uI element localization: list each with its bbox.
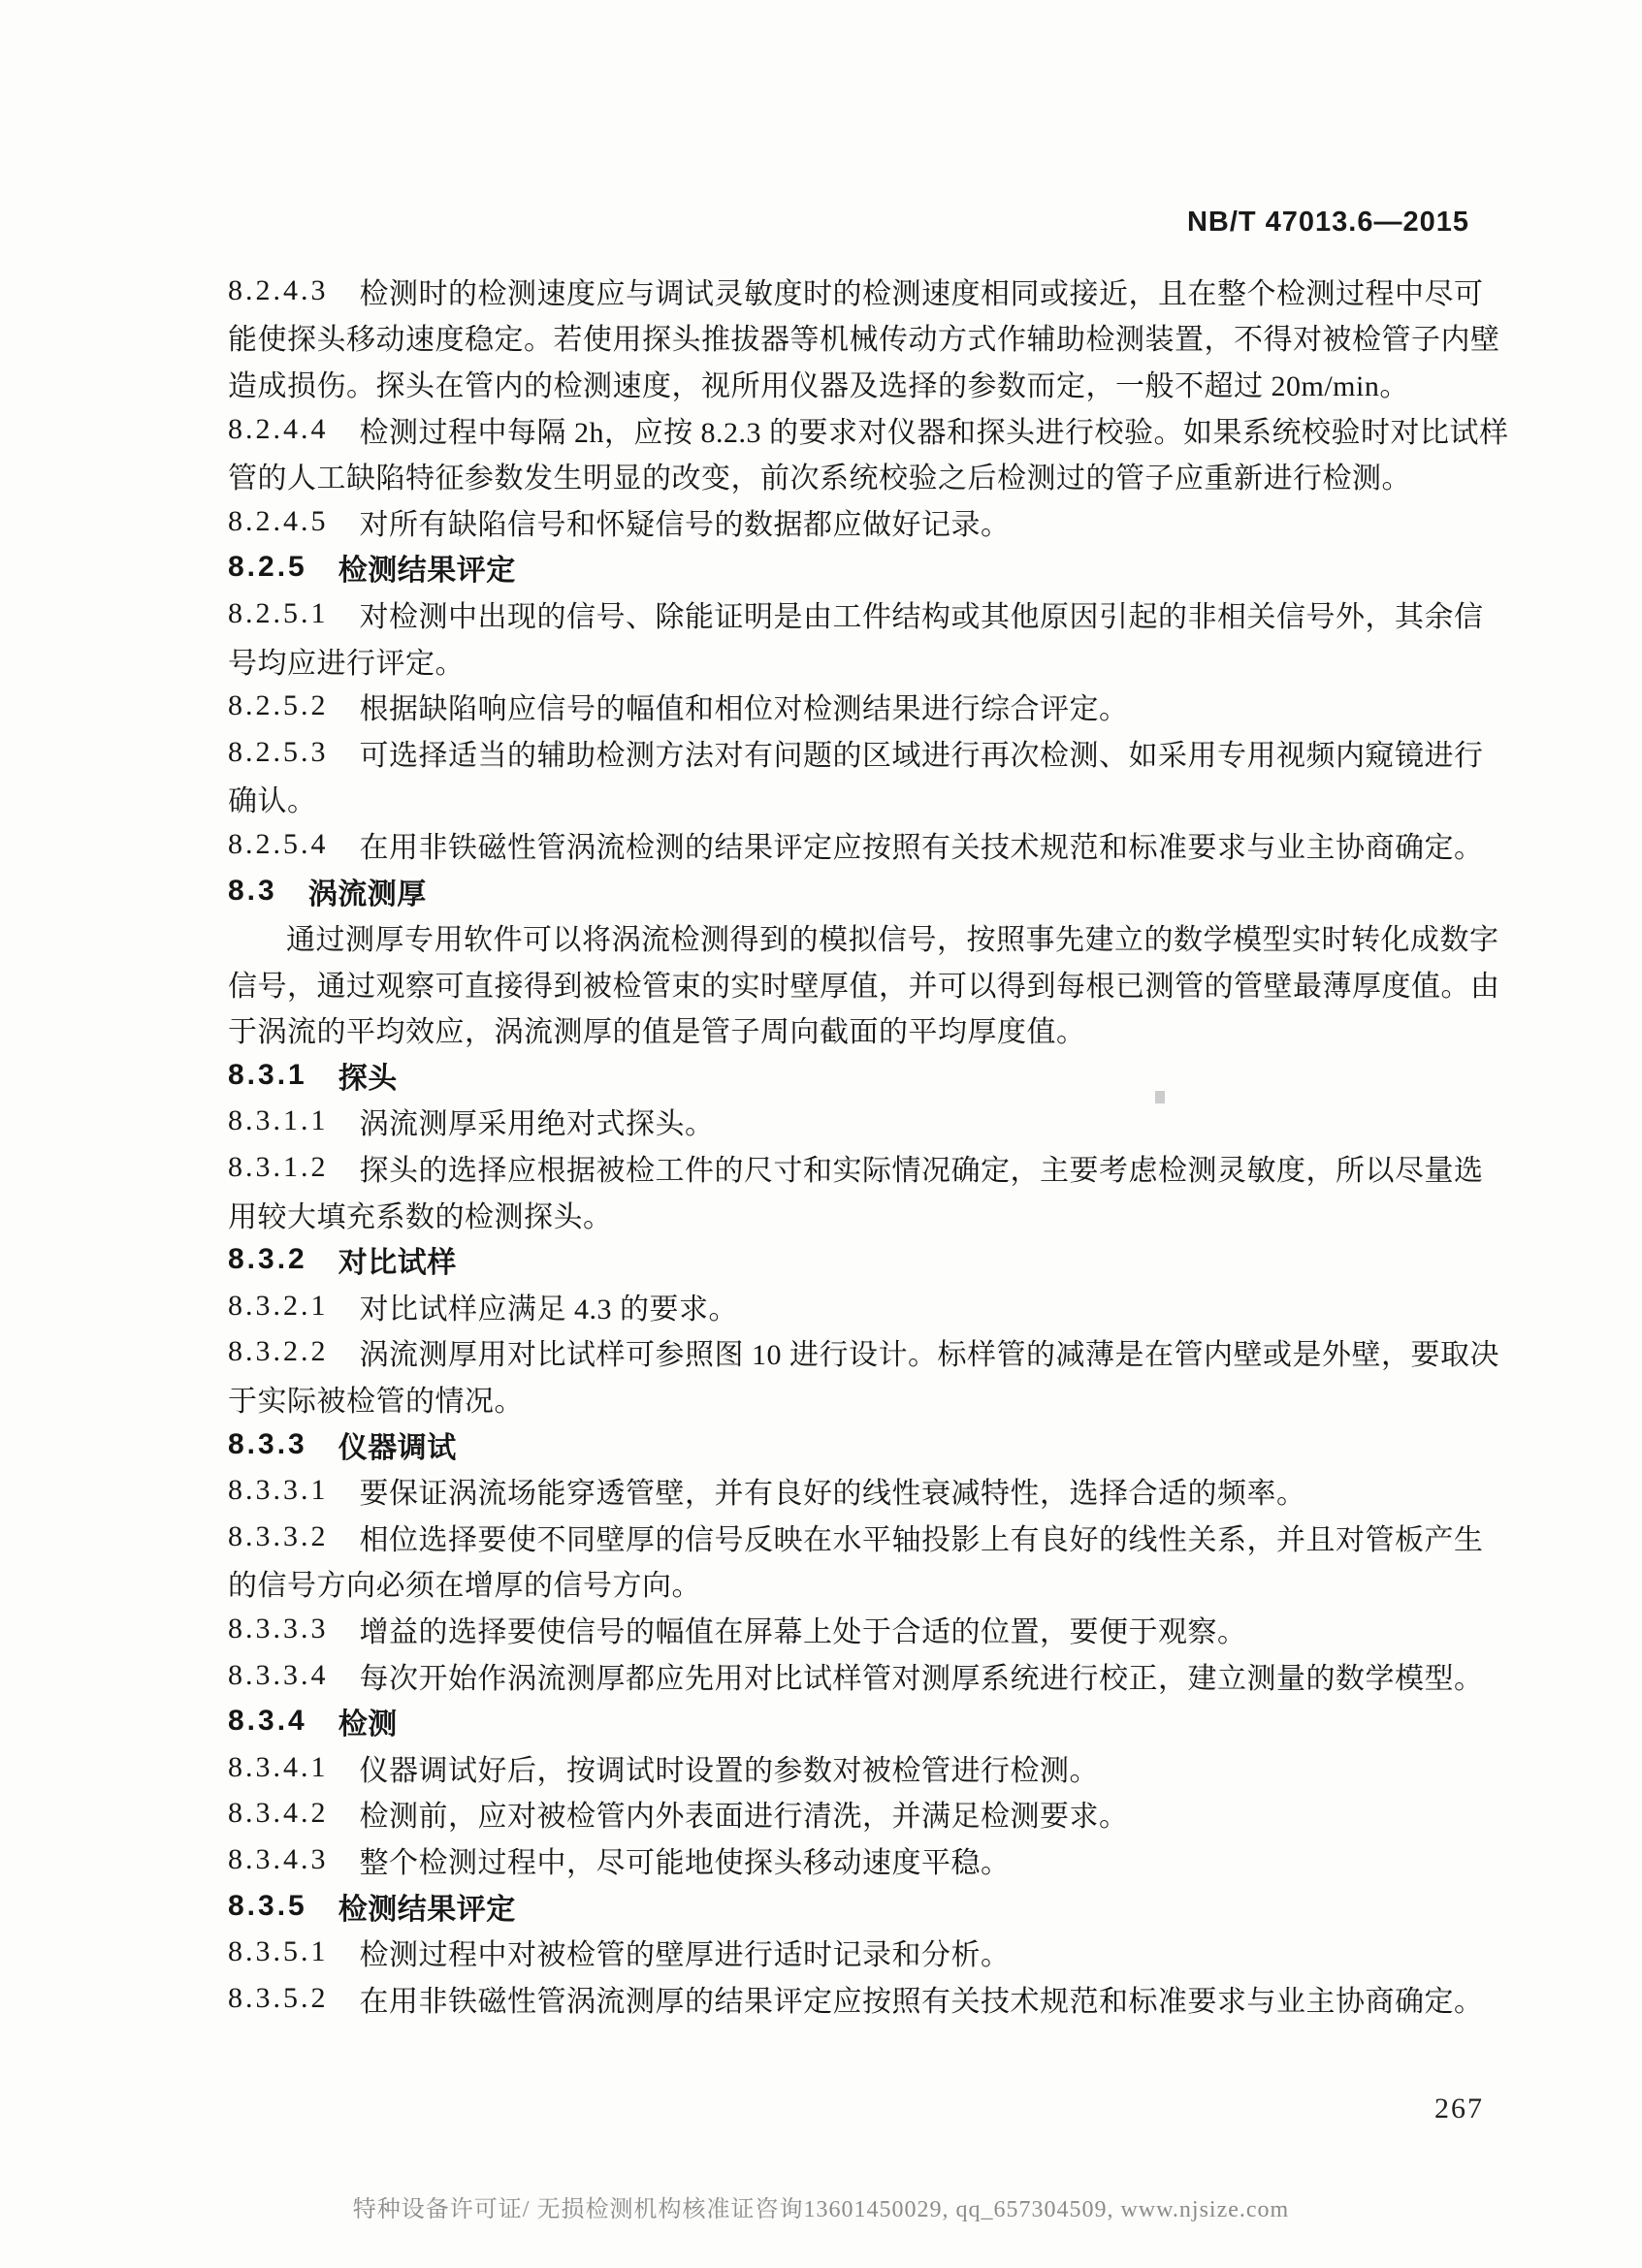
- line-text: 涡流测厚用对比试样可参照图 10 进行设计。标样管的减薄是在管内壁或是外壁，要取决: [359, 1339, 1499, 1372]
- line-text: 检测过程中每隔 2h，应按 8.2.3 的要求对仪器和探头进行校验。如果系统校验时对比试样: [359, 416, 1509, 449]
- text-line: [228, 1099, 1518, 1145]
- line-text: 在用非铁磁性管涡流测厚的结果评定应按照有关技术规范和标准要求与业主协商确定。: [359, 1985, 1484, 2018]
- line-text: 对所有缺陷信号和怀疑信号的数据都应做好记录。: [359, 508, 1011, 541]
- clause-number: 8.3.2.1: [228, 1289, 329, 1322]
- text-line: [228, 1375, 1518, 1421]
- clause-heading-line: [228, 1698, 1518, 1744]
- line-text: 涡流测厚: [307, 878, 427, 910]
- line-text: 对比试样应满足 4.3 的要求。: [359, 1293, 738, 1326]
- text-line: [228, 406, 1518, 453]
- text-line: [228, 1329, 1518, 1376]
- scan-artifact: [1155, 1091, 1165, 1103]
- clause-heading-line: [228, 1421, 1518, 1468]
- clause-number: 8.2.4.4: [228, 412, 329, 445]
- clause-number: 8.2.5.2: [228, 689, 329, 722]
- line-text: 根据缺陷响应信号的幅值和相位对检测结果进行综合评定。: [359, 693, 1129, 726]
- clause-number: 8.3.4.1: [228, 1750, 329, 1783]
- line-text: 的信号方向必须在增厚的信号方向。: [228, 1570, 701, 1603]
- clause-number: 8.3: [228, 874, 277, 907]
- clause-number: 8.3.5.2: [228, 1981, 329, 2014]
- clause-heading-line: [228, 545, 1518, 591]
- line-text: 检测: [338, 1709, 398, 1741]
- line-text: 仪器调试: [338, 1431, 457, 1464]
- line-text: 用较大填充系数的检测探头。: [228, 1200, 613, 1233]
- clause-heading-line: [228, 1052, 1518, 1099]
- text-line: [228, 683, 1518, 729]
- text-line: [228, 314, 1518, 361]
- line-text: 相位选择要使不同壁厚的信号反映在水平轴投影上有良好的线性关系，并且对管板产生: [359, 1523, 1484, 1556]
- clause-heading-line: [228, 1236, 1518, 1283]
- text-line: [228, 1191, 1518, 1237]
- clause-number: 8.3.5: [228, 1889, 307, 1922]
- watermark-text: 特种设备许可证/ 无损检测机构核准证咨询13601450029, qq_657304509, www.njsize.com: [352, 2197, 1290, 2222]
- text-line: [228, 1929, 1518, 1975]
- line-text: 要保证涡流场能穿透管壁，并有良好的线性衰减特性，选择合适的频率。: [359, 1478, 1306, 1511]
- text-line: [228, 1514, 1518, 1560]
- line-text: 仪器调试好后，按调试时设置的参数对被检管进行检测。: [359, 1754, 1099, 1787]
- line-text: 通过测厚专用软件可以将涡流检测得到的模拟信号，按照事先建立的数学模型实时转化成数字: [286, 924, 1499, 957]
- text-line: [228, 360, 1518, 406]
- clause-number: 8.3.4: [228, 1705, 307, 1738]
- text-line: [228, 268, 1518, 314]
- clause-number: 8.3.3.4: [228, 1658, 329, 1691]
- text-line: [228, 1560, 1518, 1607]
- document-body: [228, 268, 1518, 2022]
- clause-number: 8.2.5.3: [228, 735, 329, 768]
- text-line: [228, 776, 1518, 822]
- text-line: [228, 637, 1518, 684]
- text-line: [228, 1144, 1518, 1191]
- line-text: 号均应进行评定。: [228, 647, 465, 680]
- line-text: 涡流测厚采用绝对式探头。: [359, 1108, 715, 1141]
- line-text: 能使探头移动速度稳定。若使用探头推拔器等机械传动方式作辅助检测装置，不得对被检管子内壁: [228, 324, 1500, 357]
- clause-heading-line: [228, 868, 1518, 914]
- text-line: [228, 960, 1518, 1006]
- text-line: [228, 1606, 1518, 1652]
- line-text: 探头的选择应根据被检工件的尺寸和实际情况确定，主要考虑检测灵敏度，所以尽量选: [359, 1155, 1484, 1188]
- text-line: [228, 729, 1518, 776]
- text-line: [228, 452, 1518, 498]
- text-line: [228, 1837, 1518, 1883]
- clause-number: 8.3.3.1: [228, 1474, 329, 1507]
- line-text: 在用非铁磁性管涡流检测的结果评定应按照有关技术规范和标准要求与业主协商确定。: [359, 831, 1484, 864]
- clause-number: 8.2.4.3: [228, 273, 329, 306]
- text-line: [228, 821, 1518, 868]
- line-text: 确认。: [228, 785, 317, 818]
- standard-number-header: NB/T 47013.6—2015: [1186, 207, 1469, 238]
- line-text: 检测结果评定: [338, 1893, 516, 1926]
- line-text: 探头: [338, 1062, 398, 1095]
- line-text: 整个检测过程中，尽可能地使探头移动速度平稳。: [359, 1846, 1011, 1879]
- line-text: 于涡流的平均效应，涡流测厚的值是管子周向截面的平均厚度值。: [228, 1016, 1086, 1049]
- text-line: [228, 1006, 1518, 1053]
- clause-number: 8.3.1.1: [228, 1104, 329, 1137]
- clause-number: 8.2.4.5: [228, 504, 329, 537]
- clause-number: 8.3.1: [228, 1058, 307, 1091]
- line-text: 于实际被检管的情况。: [228, 1386, 524, 1419]
- line-text: 信号，通过观察可直接得到被检管束的实时壁厚值，并可以得到每根已测管的管壁最薄厚度值。由: [228, 970, 1500, 1003]
- clause-number: 8.2.5: [228, 551, 307, 584]
- clause-number: 8.3.3.3: [228, 1613, 329, 1645]
- line-text: 可选择适当的辅助检测方法对有问题的区域进行再次检测、如采用专用视频内窥镜进行: [359, 739, 1484, 772]
- line-text: 检测结果评定: [338, 555, 516, 588]
- line-text: 检测时的检测速度应与调试灵敏度时的检测速度相同或接近，且在整个检测过程中尽可: [359, 277, 1484, 310]
- clause-number: 8.2.5.4: [228, 827, 329, 860]
- text-line: [228, 1744, 1518, 1791]
- clause-number: 8.3.4.3: [228, 1842, 329, 1875]
- text-line: [228, 591, 1518, 637]
- clause-number: 8.3.1.2: [228, 1151, 329, 1184]
- clause-number: 8.3.2: [228, 1243, 307, 1276]
- line-text: 增益的选择要使信号的幅值在屏幕上处于合适的位置，要便于观察。: [359, 1616, 1247, 1649]
- line-text: 检测过程中对被检管的壁厚进行适时记录和分析。: [359, 1939, 1011, 1972]
- line-text: 对比试样: [338, 1247, 457, 1280]
- text-line: [228, 1467, 1518, 1514]
- clause-number: 8.3.3: [228, 1427, 307, 1460]
- text-line: [228, 1791, 1518, 1837]
- clause-heading-line: [228, 1883, 1518, 1930]
- clause-number: 8.3.5.1: [228, 1935, 329, 1968]
- text-line: [228, 498, 1518, 545]
- text-line: [228, 1283, 1518, 1329]
- page-number: 267: [1434, 2092, 1484, 2124]
- line-text: 每次开始作涡流测厚都应先用对比试样管对测厚系统进行校正，建立测量的数学模型。: [359, 1662, 1484, 1695]
- line-text: 对检测中出现的信号、除能证明是由工件结构或其他原因引起的非相关信号外，其余信: [359, 600, 1484, 633]
- clause-number: 8.3.2.2: [228, 1335, 329, 1368]
- clause-number: 8.3.4.2: [228, 1797, 329, 1830]
- text-line: [228, 913, 1518, 960]
- clause-number: 8.2.5.1: [228, 596, 329, 629]
- line-text: 造成损伤。探头在管内的检测速度，视所用仪器及选择的参数而定，一般不超过 20m/min。: [228, 369, 1409, 402]
- line-text: 管的人工缺陷特征参数发生明显的改变，前次系统校验之后检测过的管子应重新进行检测。: [228, 463, 1411, 495]
- line-text: 检测前，应对被检管内外表面进行清洗，并满足检测要求。: [359, 1801, 1129, 1834]
- text-line: [228, 1975, 1518, 2022]
- text-line: [228, 1652, 1518, 1699]
- clause-number: 8.3.3.2: [228, 1519, 329, 1552]
